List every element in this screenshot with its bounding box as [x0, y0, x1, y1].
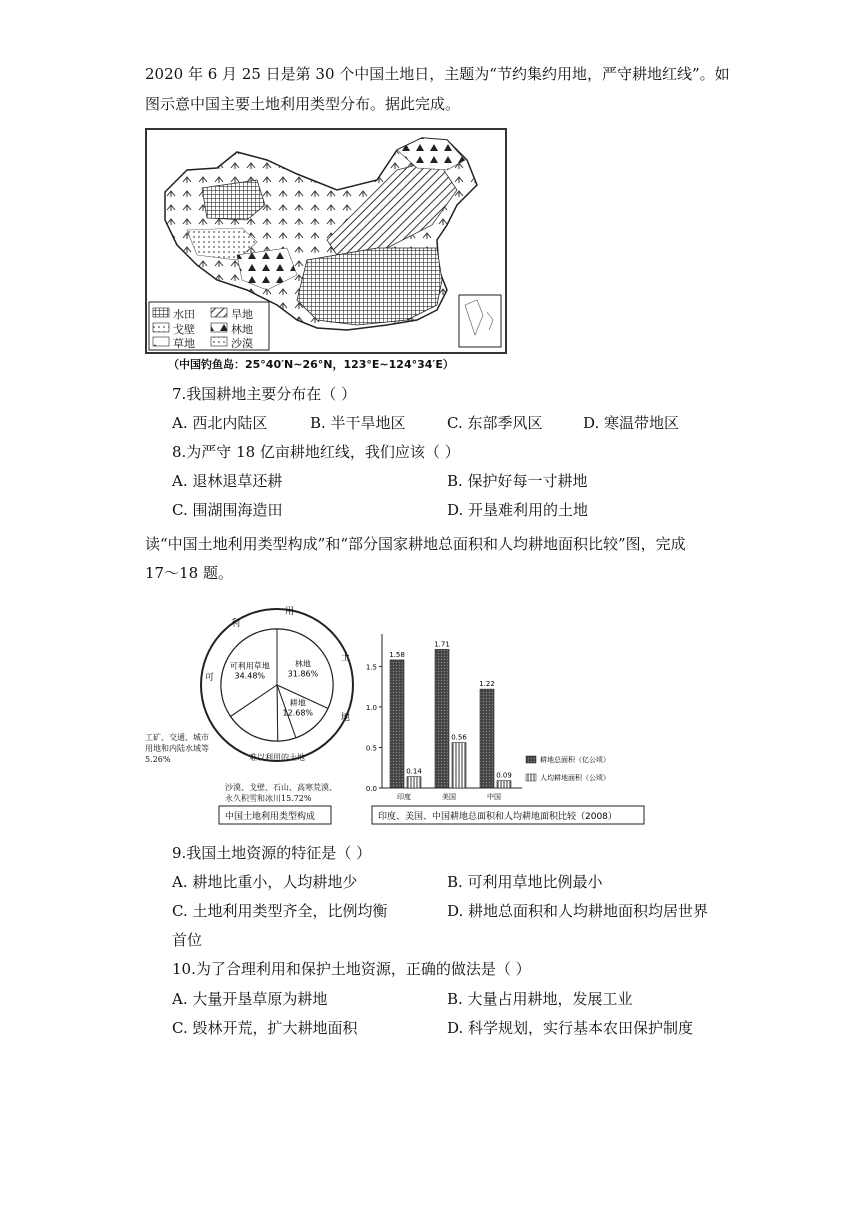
q10-stem: 10.为了合理利用和保护土地资源，正确的做法是（ ） [172, 960, 531, 978]
pie-slice-value-1: 34.48% [234, 671, 266, 681]
q9-option-a[interactable]: A. 耕地比重小，人均耕地少 [172, 873, 358, 891]
intro-line-1: 2020 年 6 月 25 日是第 30 个中国土地日，主题为“节约集约用地，严守耕地红线”。如 [145, 65, 730, 83]
q9-stem: 9.我国土地资源的特征是（ ） [172, 844, 372, 862]
map-caption: （中国钓鱼岛：25°40′N~26°N，123°E~124°34′E） [168, 358, 454, 371]
legend-total-swatch [526, 756, 536, 763]
legend-percap-label: 人均耕地面积（公顷） [540, 774, 610, 782]
legend-desert: 沙漠 [231, 337, 253, 350]
farmland-bar-figure [362, 628, 650, 828]
q9-option-d-cont: 首位 [172, 931, 203, 949]
x-category-label: 美国 [442, 793, 456, 801]
legend-percap-swatch [526, 774, 536, 781]
q8-option-d[interactable]: D. 开垦难利用的土地 [447, 501, 589, 519]
bar-value-label: 1.71 [434, 640, 450, 649]
bar-美国-total [435, 649, 449, 788]
bar-value-label: 0.09 [496, 771, 512, 780]
ring-char-3: 土 [341, 653, 351, 663]
q8-option-a[interactable]: A. 退林退草还耕 [172, 472, 283, 490]
farmland-bar-chart [362, 628, 650, 828]
bar-value-label: 1.58 [389, 650, 405, 659]
ring-char-2: 用 [285, 607, 295, 617]
bar-value-label: 0.14 [406, 767, 422, 776]
bar-美国-per-capita [452, 743, 466, 788]
legend-total-label: 耕地总面积（亿公顷） [540, 756, 610, 764]
pie-hard-land-note: 沙漠、戈壁、石山、高寒荒漠、永久积雪和冰川15.72% [225, 783, 337, 803]
pie-slice-value-3: 12.68% [282, 708, 314, 718]
q7-option-a[interactable]: A. 西北内陆区 [172, 414, 268, 432]
intro-line-2: 图示意中国主要土地利用类型分布。据此完成。 [145, 95, 461, 113]
y-tick-label: 0.5 [365, 744, 377, 753]
q7-option-d[interactable]: D. 寒温带地区 [583, 414, 680, 432]
y-tick-label: 1.5 [365, 663, 377, 672]
q10-option-b[interactable]: B. 大量占用耕地，发展工业 [447, 990, 633, 1008]
bar-中国-per-capita [497, 781, 511, 788]
legend-dryland: 旱地 [231, 308, 253, 321]
q10-option-c[interactable]: C. 毁林开荒，扩大耕地面积 [172, 1019, 358, 1037]
pie-slice-label-3: 耕地 [289, 698, 306, 708]
ring-char-1: 利 [231, 619, 241, 629]
q7-option-b[interactable]: B. 半干旱地区 [310, 414, 406, 432]
q8-option-c[interactable]: C. 围湖围海造田 [172, 501, 283, 519]
pie-slice-value-2: 31.86% [287, 669, 319, 679]
land-use-map [145, 128, 507, 354]
q7-stem: 7.我国耕地主要分布在（ ） [172, 385, 357, 403]
legend-gobi: 戈壁 [173, 323, 195, 336]
read-instruction-line-2: 17～18 题。 [145, 564, 233, 582]
bar-中国-total [480, 689, 494, 788]
x-category-label: 印度 [397, 793, 411, 801]
bar-value-label: 1.22 [479, 680, 495, 689]
pie-slice-label-2: 林地 [294, 659, 311, 669]
y-tick-label: 1.0 [365, 703, 377, 712]
q10-option-d[interactable]: D. 科学规划，实行基本农田保护制度 [447, 1019, 694, 1037]
china-map-drawing [147, 130, 505, 352]
q8-stem: 8.为严守 18 亿亩耕地红线，我们应该（ ） [172, 443, 460, 461]
q9-option-b[interactable]: B. 可利用草地比例最小 [447, 873, 603, 891]
land-use-pie-figure [145, 600, 361, 832]
q8-option-b[interactable]: B. 保护好每一寸耕地 [447, 472, 588, 490]
pie-industry-label: 工矿、交通、城市用地和内陆水域等5.26% [145, 733, 209, 764]
pie-caption: 中国土地利用类型构成 [225, 812, 316, 822]
legend-paddy: 水田 [173, 308, 195, 321]
legend-forest: 林地 [231, 323, 253, 336]
bar-印度-per-capita [407, 777, 421, 788]
ring-char-4: 地 [341, 713, 351, 723]
pie-hard-land-label: 难以利用的土地 [249, 753, 305, 762]
legend-grassland: 草地 [173, 337, 195, 350]
ring-char-5: 可 [205, 673, 215, 683]
read-instruction-line-1: 读“中国土地利用类型构成”和“部分国家耕地总面积和人均耕地面积比较”图，完成 [145, 535, 686, 553]
q10-option-a[interactable]: A. 大量开垦草原为耕地 [172, 990, 328, 1008]
x-category-label: 中国 [487, 793, 501, 801]
q9-option-c[interactable]: C. 土地利用类型齐全，比例均衡 [172, 902, 388, 920]
pie-slice-label-1: 可利用草地 [229, 661, 270, 671]
q7-option-c[interactable]: C. 东部季风区 [447, 414, 543, 432]
bar-value-label: 0.56 [451, 733, 467, 742]
q9-option-d[interactable]: D. 耕地总面积和人均耕地面积均居世界 [447, 902, 709, 920]
bar-chart-title: 印度、美国、中国耕地总面积和人均耕地面积比较（2008） [378, 812, 617, 822]
y-tick-label: 0.0 [365, 785, 377, 793]
bar-印度-total [390, 660, 404, 788]
